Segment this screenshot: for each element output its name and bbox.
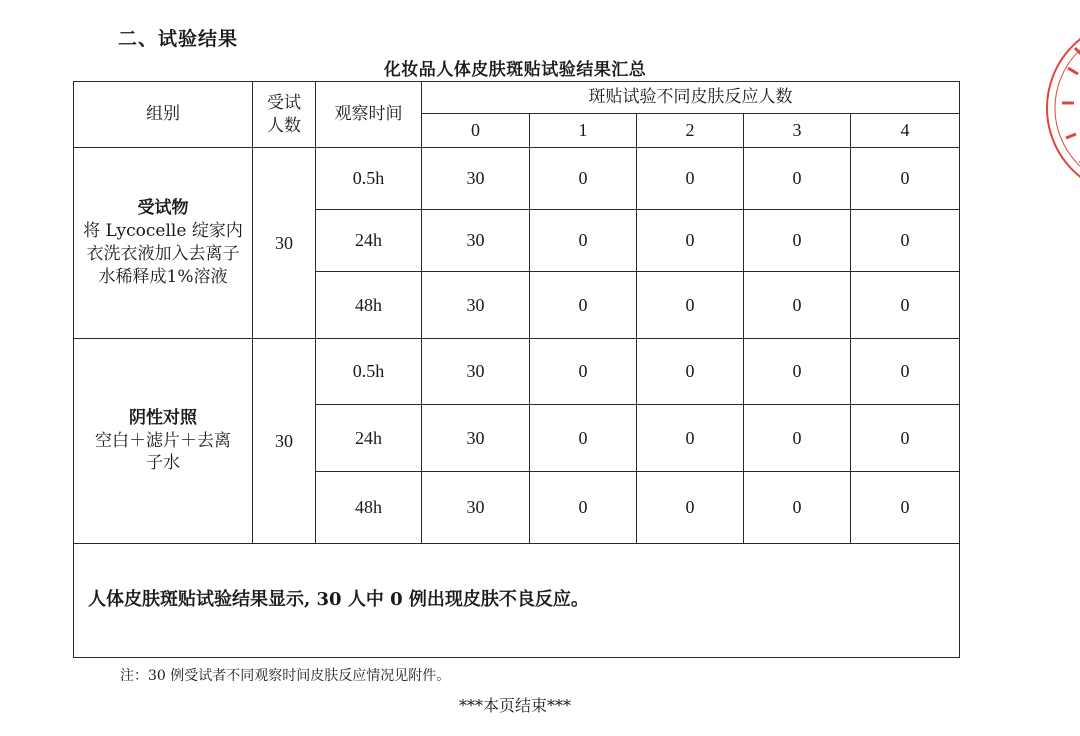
header-subjects: 受试人数 — [253, 82, 316, 148]
group-cell — [74, 339, 253, 544]
header-grade: 0 — [422, 114, 530, 148]
header-grade: 3 — [744, 114, 851, 148]
reaction-count: 30 — [422, 148, 530, 210]
reaction-count: 0 — [530, 339, 637, 405]
group-name: 阴性对照 — [129, 407, 197, 428]
seal-outer-ring — [1047, 20, 1080, 196]
results-table — [73, 81, 960, 658]
reaction-count: 0 — [530, 472, 637, 544]
table-title: 化妆品人体皮肤斑贴试验结果汇总 — [383, 60, 647, 80]
reaction-count: 0 — [851, 210, 960, 272]
reaction-count: 0 — [744, 339, 851, 405]
reaction-count: 0 — [744, 472, 851, 544]
reaction-count: 30 — [422, 272, 530, 339]
group-description: 空白＋滤片＋去离子水 — [95, 430, 231, 474]
reaction-count: 0 — [851, 405, 960, 472]
observation-time: 48h — [316, 272, 422, 339]
summary-text: 人体皮肤斑贴试验结果显示, 30 人中 0 例出现皮肤不良反应。 — [74, 544, 960, 658]
reaction-count: 0 — [637, 339, 744, 405]
header-group: 组别 — [74, 82, 253, 148]
table-row — [74, 148, 960, 210]
reaction-count: 0 — [637, 472, 744, 544]
reaction-count: 0 — [637, 210, 744, 272]
reaction-count: 0 — [530, 148, 637, 210]
subjects-count: 30 — [253, 148, 316, 339]
reaction-count: 0 — [530, 405, 637, 472]
reaction-count: 0 — [744, 210, 851, 272]
reaction-count: 30 — [422, 405, 530, 472]
section-title: 二、试验结果 — [118, 28, 239, 50]
group-description: 将 Lycocelle 绽家内衣洗衣液加入去离子水稀释成1%溶液 — [83, 221, 243, 287]
table-row — [74, 339, 960, 405]
header-grade: 4 — [851, 114, 960, 148]
reaction-count: 0 — [851, 472, 960, 544]
reaction-count: 0 — [744, 405, 851, 472]
observation-time: 0.5h — [316, 148, 422, 210]
footnote: 注：30 例受试者不同观察时间皮肤反应情况见附件。 — [120, 668, 451, 684]
reaction-count: 0 — [637, 272, 744, 339]
reaction-count: 0 — [744, 272, 851, 339]
header-time: 观察时间 — [316, 82, 422, 148]
reaction-count: 0 — [530, 272, 637, 339]
subjects-count: 30 — [253, 339, 316, 544]
reaction-count: 0 — [851, 272, 960, 339]
reaction-count: 0 — [851, 148, 960, 210]
header-reaction: 斑贴试验不同皮肤反应人数 — [422, 82, 960, 114]
observation-time: 24h — [316, 405, 422, 472]
header-grade: 2 — [637, 114, 744, 148]
reaction-count: 0 — [530, 210, 637, 272]
header-grade: 1 — [530, 114, 637, 148]
observation-time: 48h — [316, 472, 422, 544]
reaction-count: 30 — [422, 472, 530, 544]
reaction-count: 30 — [422, 339, 530, 405]
summary-row — [74, 544, 960, 658]
group-name: 受试物 — [137, 198, 189, 219]
red-seal-stamp — [1040, 8, 1080, 208]
reaction-count: 0 — [744, 148, 851, 210]
page-end-mark: ***本页结束*** — [458, 696, 571, 715]
observation-time: 0.5h — [316, 339, 422, 405]
group-cell — [74, 148, 253, 339]
reaction-count: 0 — [637, 148, 744, 210]
observation-time: 24h — [316, 210, 422, 272]
reaction-count: 0 — [851, 339, 960, 405]
reaction-count: 30 — [422, 210, 530, 272]
reaction-count: 0 — [637, 405, 744, 472]
